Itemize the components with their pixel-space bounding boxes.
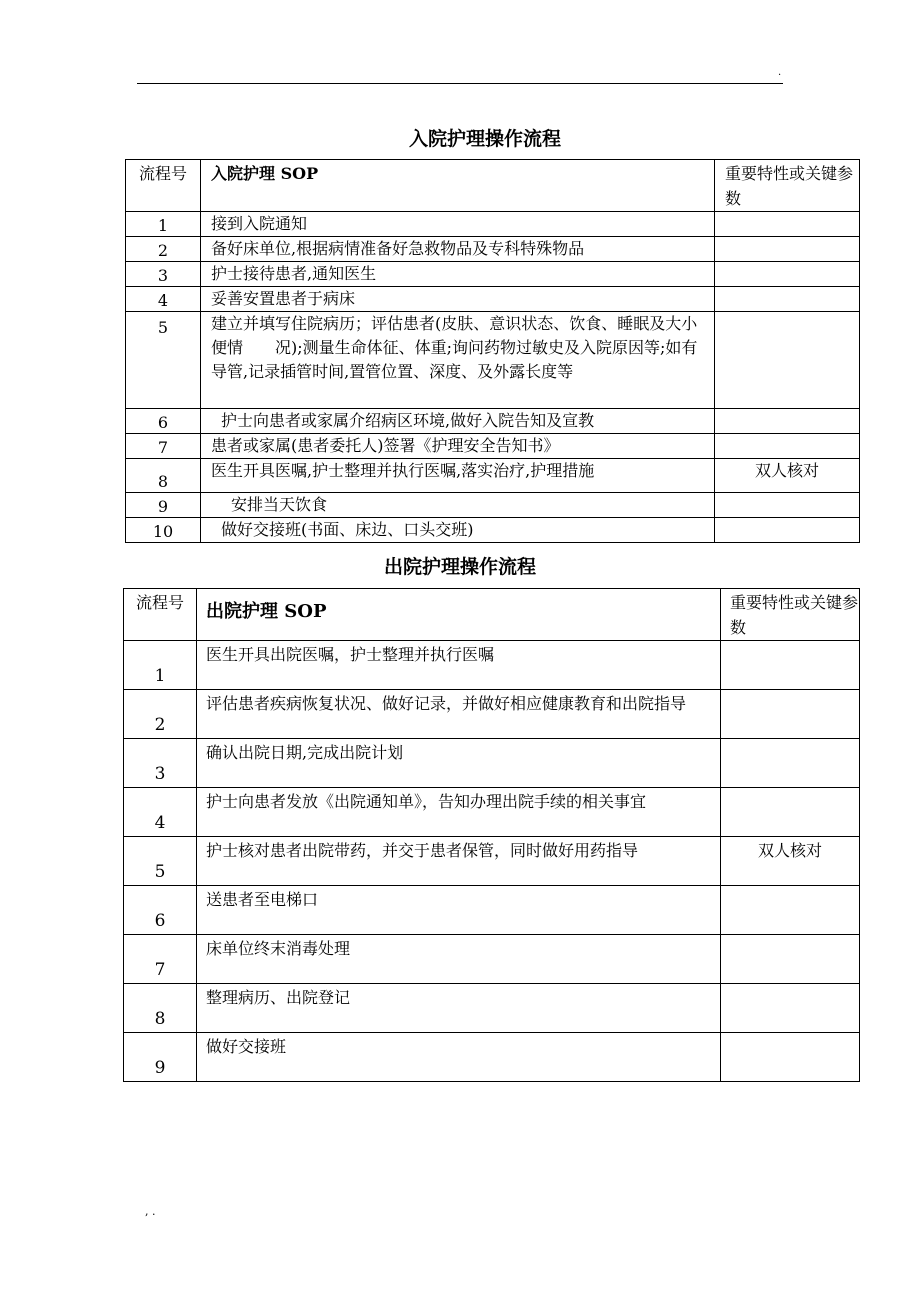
row-num: 7 [126,434,201,459]
table-row [126,262,860,287]
table-row [124,1033,860,1082]
row-num: 9 [124,1033,197,1082]
header-mark: . [778,67,782,78]
table-row [126,312,860,409]
discharge-title: 出院护理操作流程 [383,556,536,578]
row-text: 妥善安置患者于病床 [201,287,715,312]
discharge-table [123,588,860,1082]
row-num: 4 [124,788,197,837]
row-key [715,287,860,312]
row-key: 双人核对 [715,459,860,493]
row-text: 护士核对患者出院带药，并交于患者保管，同时做好用药指导 [197,837,721,886]
row-num: 5 [124,837,197,886]
row-num: 2 [124,690,197,739]
row-text: 接到入院通知 [201,212,715,237]
header-sop: 出院护理 SOP [197,589,721,641]
row-key [715,237,860,262]
row-key [721,935,860,984]
row-num: 3 [126,262,201,287]
table-row [126,237,860,262]
table-row [124,739,860,788]
row-text: 护士向患者或家属介绍病区环境,做好入院告知及宣教 [201,409,715,434]
row-key [721,739,860,788]
admission-table [125,159,860,543]
row-num: 6 [124,886,197,935]
row-key [721,984,860,1033]
row-num: 7 [124,935,197,984]
row-text: 整理病历、出院登记 [197,984,721,1033]
table-row [124,886,860,935]
row-key [721,1033,860,1082]
header-num: 流程号 [126,160,201,212]
table-row [124,935,860,984]
table-row [124,641,860,690]
table-row [126,459,860,493]
row-key [715,493,860,518]
row-key [715,409,860,434]
table-row [124,788,860,837]
table-row [124,837,860,886]
table-row [126,212,860,237]
header-key: 重要特性或关键参数 [721,589,860,641]
header-num: 流程号 [124,589,197,641]
table-row [126,434,860,459]
footer-mark: , . [145,1205,156,1218]
row-num: 8 [124,984,197,1033]
table-row [126,409,860,434]
row-text: 备好床单位,根据病情准备好急救物品及专科特殊物品 [201,237,715,262]
row-text: 确认出院日期,完成出院计划 [197,739,721,788]
row-text: 护士向患者发放《出院通知单》，告知办理出院手续的相关事宜 [197,788,721,837]
header-rule [137,83,783,84]
row-key [715,212,860,237]
admission-title: 入院护理操作流程 [408,128,561,150]
row-text: 做好交接班 [197,1033,721,1082]
row-text: 安排当天饮食 [201,493,715,518]
row-text: 评估患者疾病恢复状况、做好记录，并做好相应健康教育和出院指导 [197,690,721,739]
row-key [715,434,860,459]
table-row [126,493,860,518]
row-key: 双人核对 [721,837,860,886]
row-key [715,518,860,543]
row-num: 1 [124,641,197,690]
row-num: 8 [126,459,201,493]
table-row [124,690,860,739]
row-num: 1 [126,212,201,237]
row-num: 5 [126,312,201,409]
table-row [126,287,860,312]
row-key [721,641,860,690]
row-num: 4 [126,287,201,312]
row-text: 医生开具医嘱,护士整理并执行医嘱,落实治疗,护理措施 [201,459,715,493]
row-num: 2 [126,237,201,262]
table-header-row [126,160,860,212]
row-num: 3 [124,739,197,788]
header-sop: 入院护理 SOP [201,160,715,212]
row-text: 做好交接班(书面、床边、口头交班) [201,518,715,543]
row-key [715,312,860,409]
row-text: 建立并填写住院病历；评估患者(皮肤、意识状态、饮食、睡眠及大小便情 况);测量生命体征、体重;询问药物过敏史及入院原因等;如有导管,记录插管时间,置管位置、深度、及外露长度等 [201,312,715,409]
row-text: 患者或家属(患者委托人)签署《护理安全告知书》 [201,434,715,459]
table-row [124,984,860,1033]
row-num: 10 [126,518,201,543]
row-num: 6 [126,409,201,434]
row-text: 护士接待患者,通知医生 [201,262,715,287]
row-text: 送患者至电梯口 [197,886,721,935]
row-key [721,886,860,935]
row-num: 9 [126,493,201,518]
row-key [721,788,860,837]
row-text: 医生开具出院医嘱，护士整理并执行医嘱 [197,641,721,690]
row-text: 床单位终末消毒处理 [197,935,721,984]
row-key [715,262,860,287]
row-key [721,690,860,739]
table-header-row [124,589,860,641]
header-key: 重要特性或关键参数 [715,160,860,212]
table-row [126,518,860,543]
